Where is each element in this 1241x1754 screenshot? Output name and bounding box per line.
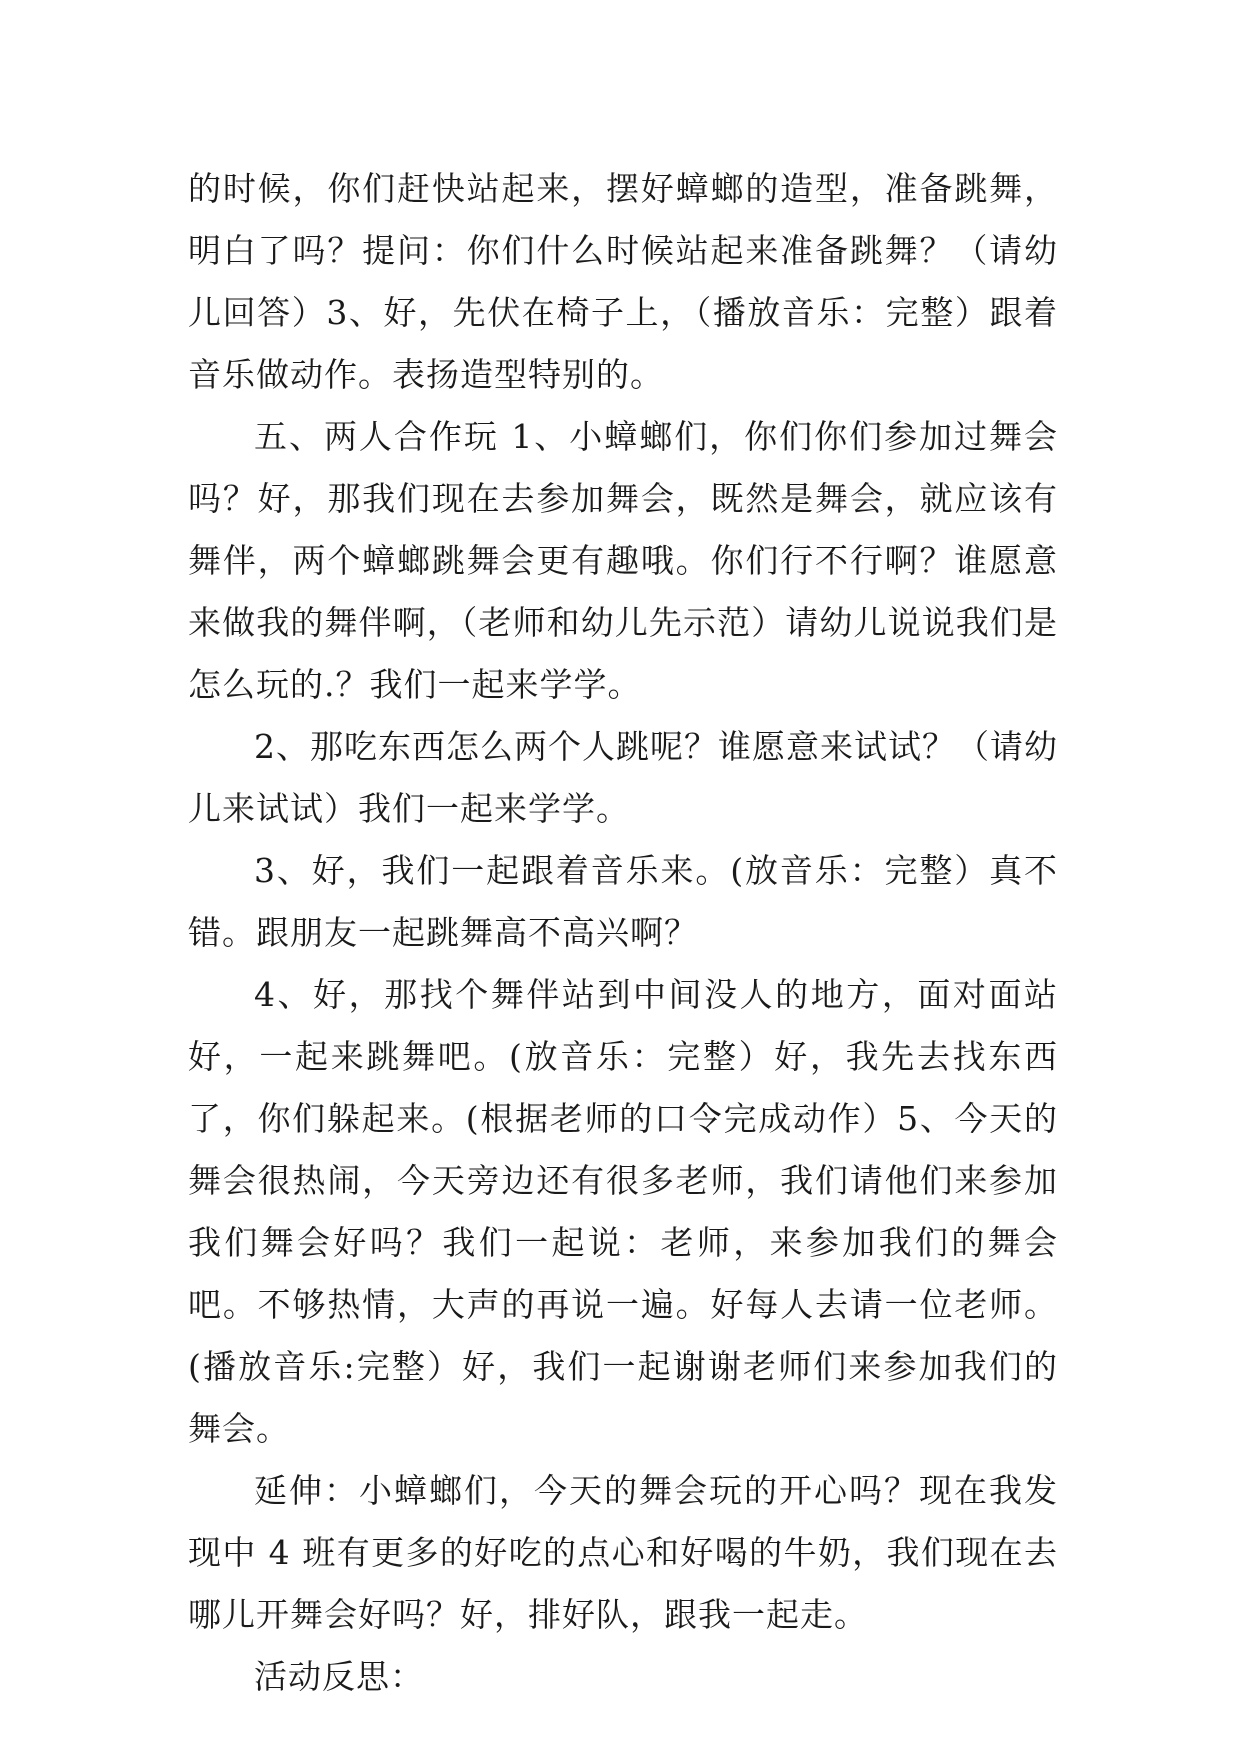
paragraph-step-3: 3、好，我们一起跟着音乐来。(放音乐：完整）真不错。跟朋友一起跳舞高不高兴啊？ <box>188 851 1058 952</box>
paragraph-step-4: 4、好，那找个舞伴站到中间没人的地方，面对面站好，一起来跳舞吧。(放音乐：完整）好，我先去找东西了，你们躲起来。(根据老师的口令完成动作）5、今天的舞会很热闹，今天旁边还有很多老师，我们请他们来参加我们舞会好吗？我们一起说：老师，来参加我们的舞会吧。不够热情，大声的再说一遍。好每人去请一位老师。(播放音乐:完整）好，我们一起谢谢老师们来参加我们的舞会。 <box>188 975 1058 1448</box>
paragraph-extension: 延伸：小蟑螂们，今天的舞会玩的开心吗？现在我发现中 4 班有更多的好吃的点心和好喝的牛奶，我们现在去哪儿开舞会好吗？好，排好队，跟我一起走。 <box>188 1471 1058 1634</box>
paragraph-step-2: 2、那吃东西怎么两个人跳呢？谁愿意来试试？（请幼儿来试试）我们一起来学学。 <box>188 727 1058 828</box>
paragraph-reflection-heading: 活动反思： <box>254 1657 424 1696</box>
document-body <box>188 158 1058 1708</box>
paragraph-section-five: 五、两人合作玩 1、小蟑螂们，你们你们参加过舞会吗？好，那我们现在去参加舞会，既然是舞会，就应该有舞伴，两个蟑螂跳舞会更有趣哦。你们行不行啊？谁愿意来做我的舞伴啊，（老师和幼儿先示范）请幼儿说说我们是怎么玩的.？我们一起来学学。 <box>188 417 1058 704</box>
paragraph-continuation: 的时候，你们赶快站起来，摆好蟑螂的造型，准备跳舞，明白了吗？提问：你们什么时候站起来准备跳舞？（请幼儿回答）3、好，先伏在椅子上，（播放音乐：完整）跟着音乐做动作。表扬造型特别的。 <box>188 169 1058 394</box>
